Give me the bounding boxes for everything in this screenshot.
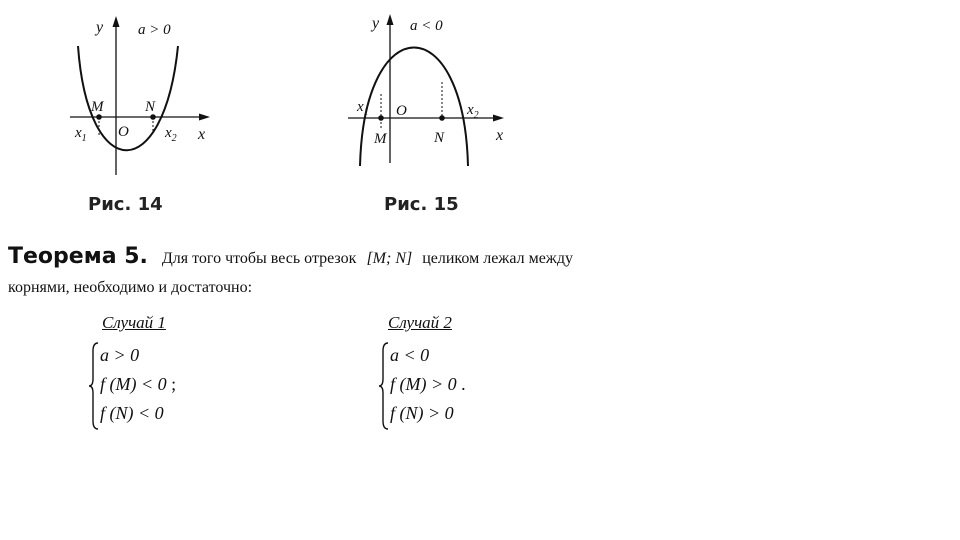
label-x2: $x_2$ bbox=[467, 102, 479, 121]
case-2-condition-a: a < 0 bbox=[390, 345, 430, 365]
point-m bbox=[96, 114, 102, 120]
label-x1: $x_1$ bbox=[75, 125, 87, 144]
theorem-segment: [M; N] bbox=[366, 250, 413, 267]
point-n bbox=[150, 114, 156, 120]
y-axis-arrow bbox=[387, 14, 394, 25]
theorem-heading: Теорема 5. bbox=[8, 244, 148, 269]
parabola-down bbox=[360, 48, 468, 167]
label-y: y bbox=[372, 15, 380, 32]
figure-14-caption: Рис. 14 bbox=[88, 194, 163, 215]
label-x2: $x_2$ bbox=[165, 125, 177, 144]
case-1-condition-fn: f (N) < 0 bbox=[100, 403, 164, 423]
label-y: y bbox=[96, 19, 104, 36]
label-m: M bbox=[91, 99, 104, 115]
case-1-conditions bbox=[100, 341, 176, 431]
label-m: M bbox=[374, 131, 387, 147]
theorem-line-2: корнями, необходимо и достаточно: bbox=[8, 279, 253, 296]
brace-icon bbox=[88, 341, 100, 431]
theorem-line-1 bbox=[8, 244, 573, 269]
x-axis-arrow bbox=[493, 115, 504, 122]
case-1-system bbox=[88, 341, 176, 431]
case-2-title: Случай 2 bbox=[388, 313, 452, 332]
figure-15-caption: Рис. 15 bbox=[384, 194, 459, 215]
figure-15-graph bbox=[340, 8, 520, 180]
case-1-condition-a: a > 0 bbox=[100, 345, 140, 365]
brace-icon bbox=[378, 341, 390, 431]
theorem-text-after: целиком лежал между bbox=[422, 250, 573, 267]
case-2-conditions bbox=[390, 341, 466, 431]
figure-14-graph bbox=[60, 10, 230, 180]
label-n: N bbox=[434, 130, 445, 146]
label-x: x bbox=[496, 127, 504, 144]
case-2-system bbox=[378, 341, 466, 431]
y-axis-arrow bbox=[113, 16, 120, 27]
label-n: N bbox=[145, 99, 156, 115]
case-1-title: Случай 1 bbox=[102, 313, 166, 332]
point-n bbox=[439, 115, 445, 121]
case-2-condition-fn: f (N) > 0 bbox=[390, 403, 454, 423]
point-m bbox=[378, 115, 384, 121]
theorem-text-before: Для того чтобы весь отрезок bbox=[161, 250, 357, 267]
label-origin: O bbox=[396, 103, 407, 119]
label-x1: $x_1$ bbox=[357, 99, 369, 118]
label-x: x bbox=[198, 126, 206, 143]
case-2-condition-fm: f (M) > 0 . bbox=[390, 374, 466, 394]
x-axis-arrow bbox=[199, 114, 210, 121]
label-origin: O bbox=[118, 124, 129, 140]
label-condition: a < 0 bbox=[410, 18, 443, 34]
label-condition: a > 0 bbox=[138, 22, 171, 38]
case-1-condition-fm: f (M) < 0 ; bbox=[100, 374, 177, 394]
